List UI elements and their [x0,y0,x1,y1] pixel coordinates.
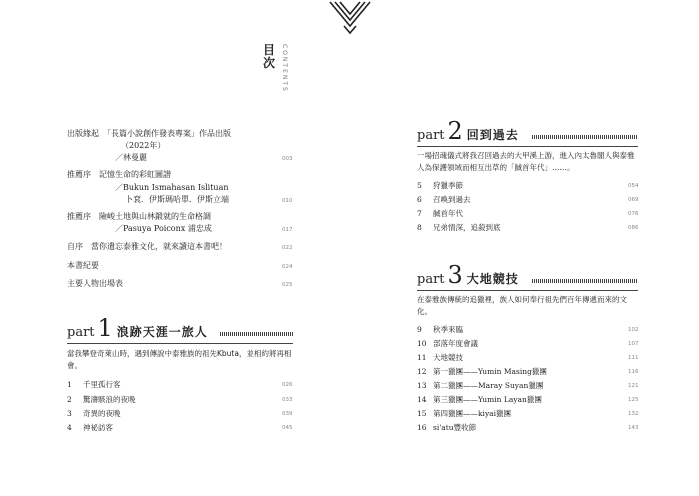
page-number: 086 [628,225,639,231]
heading-hatch-rule [220,332,293,336]
divider [67,343,293,344]
page-number: 025 [282,282,293,288]
divider [417,290,638,291]
page-number: 045 [282,425,293,431]
logo-chevron-icon [326,0,374,36]
list-item[interactable]: 本書紀要 [67,261,99,270]
chapter-row[interactable]: 15 第四獵團——kiyai獵團 [417,409,512,418]
chapter-row[interactable]: 6 召喚到過去 [417,195,471,204]
page-title: 目次 [262,43,275,70]
part-heading: part 1 浪跡天涯一旅人 [67,314,208,342]
chapter-row[interactable]: 14 第三獵團——Yumin Layan獵團 [417,395,542,404]
heading-hatch-rule [532,279,638,283]
part-description: 當我攀登奇萊山時，遇到傳說中泰雅族的祖先Kbuta，並相約將再相會。 [67,349,292,370]
page-number: 116 [628,369,639,375]
page-number: 003 [282,156,293,162]
chapter-row[interactable]: 4 神祕訪客 [67,423,113,432]
list-item-author: ／Bukun Ismahasan Islituan [115,183,229,192]
page-number: 107 [628,341,639,347]
page-number: 111 [628,355,639,361]
chapter-row[interactable]: 3 奇異的夜晚 [67,409,121,418]
part-heading: part 3 大地競技 [417,261,519,289]
chapter-row[interactable]: 9 秋季來臨 [417,325,463,334]
part-description: 在泰雅族傳統的追獵裡，族人如何奉行祖先們百年傳遞而來的文化。 [417,295,627,316]
list-item[interactable]: 推薦序 記憶生命的彩虹圖譜 [67,170,171,179]
chapter-row[interactable]: 5 狩獵季節 [417,181,463,190]
page-number: 010 [282,198,293,204]
page-number: 069 [628,197,639,203]
chapter-row[interactable]: 1 千里孤行客 [67,380,121,389]
part-heading: part 2 回到過去 [417,117,519,145]
page-number: 132 [628,411,639,417]
chapter-row[interactable]: 11 大地競技 [417,353,463,362]
page-number: 039 [282,411,293,417]
page-number: 024 [282,264,293,270]
chapter-row[interactable]: 7 馘首年代 [417,209,463,218]
chapter-row[interactable]: 10 部落年度會議 [417,339,478,348]
page-number: 017 [282,227,293,233]
page-number: 054 [628,183,639,189]
chapter-row[interactable]: 13 第二獵團——Maray Suyan獵團 [417,381,544,390]
page-number: 121 [628,383,639,389]
list-item[interactable]: 自序 當你遺忘泰雅文化，就來讀這本書吧！ [67,242,227,251]
chapter-row[interactable]: 2 驚濤駭浪的夜晚 [67,395,136,404]
page-number: 143 [628,425,639,431]
page-title-english: CONTENTS [281,44,288,93]
chapter-row[interactable]: 12 第一獵團——Yumin Masing獵團 [417,367,547,376]
page-number: 026 [282,382,293,388]
chapter-row[interactable]: 16 si'atu豐收節 [417,423,477,432]
page-number: 022 [282,245,293,251]
list-item-author: 卜袞．伊斯瑪哈單．伊斯立端 [125,195,229,204]
page-number: 033 [282,397,293,403]
list-item-author: ／林曼麗 [115,153,147,162]
page-number: 076 [628,211,639,217]
page-number: 125 [628,397,639,403]
list-item-sub: （2022年） [121,141,166,150]
chapter-row[interactable]: 8 兄弟情深，追殺到底 [417,223,501,232]
list-item[interactable]: 主要人物出場表 [67,279,123,288]
heading-hatch-rule [532,135,638,139]
page-number: 102 [628,327,639,333]
list-item-author: ／Pasuya Poiconx 浦忠成 [115,224,212,233]
divider [417,146,638,147]
list-item[interactable]: 出版緣起 「長篇小說創作發表專案」作品出版 [67,129,231,138]
list-item[interactable]: 推薦序 險峻土地與山林鍛就的生命格調 [67,212,211,221]
part-description: 一場招魂儀式將我召回過去的大甲溪上游，進入內太魯閣人與泰雅人為保護領域而相互出草的「馘首年代」……。 [417,151,635,172]
